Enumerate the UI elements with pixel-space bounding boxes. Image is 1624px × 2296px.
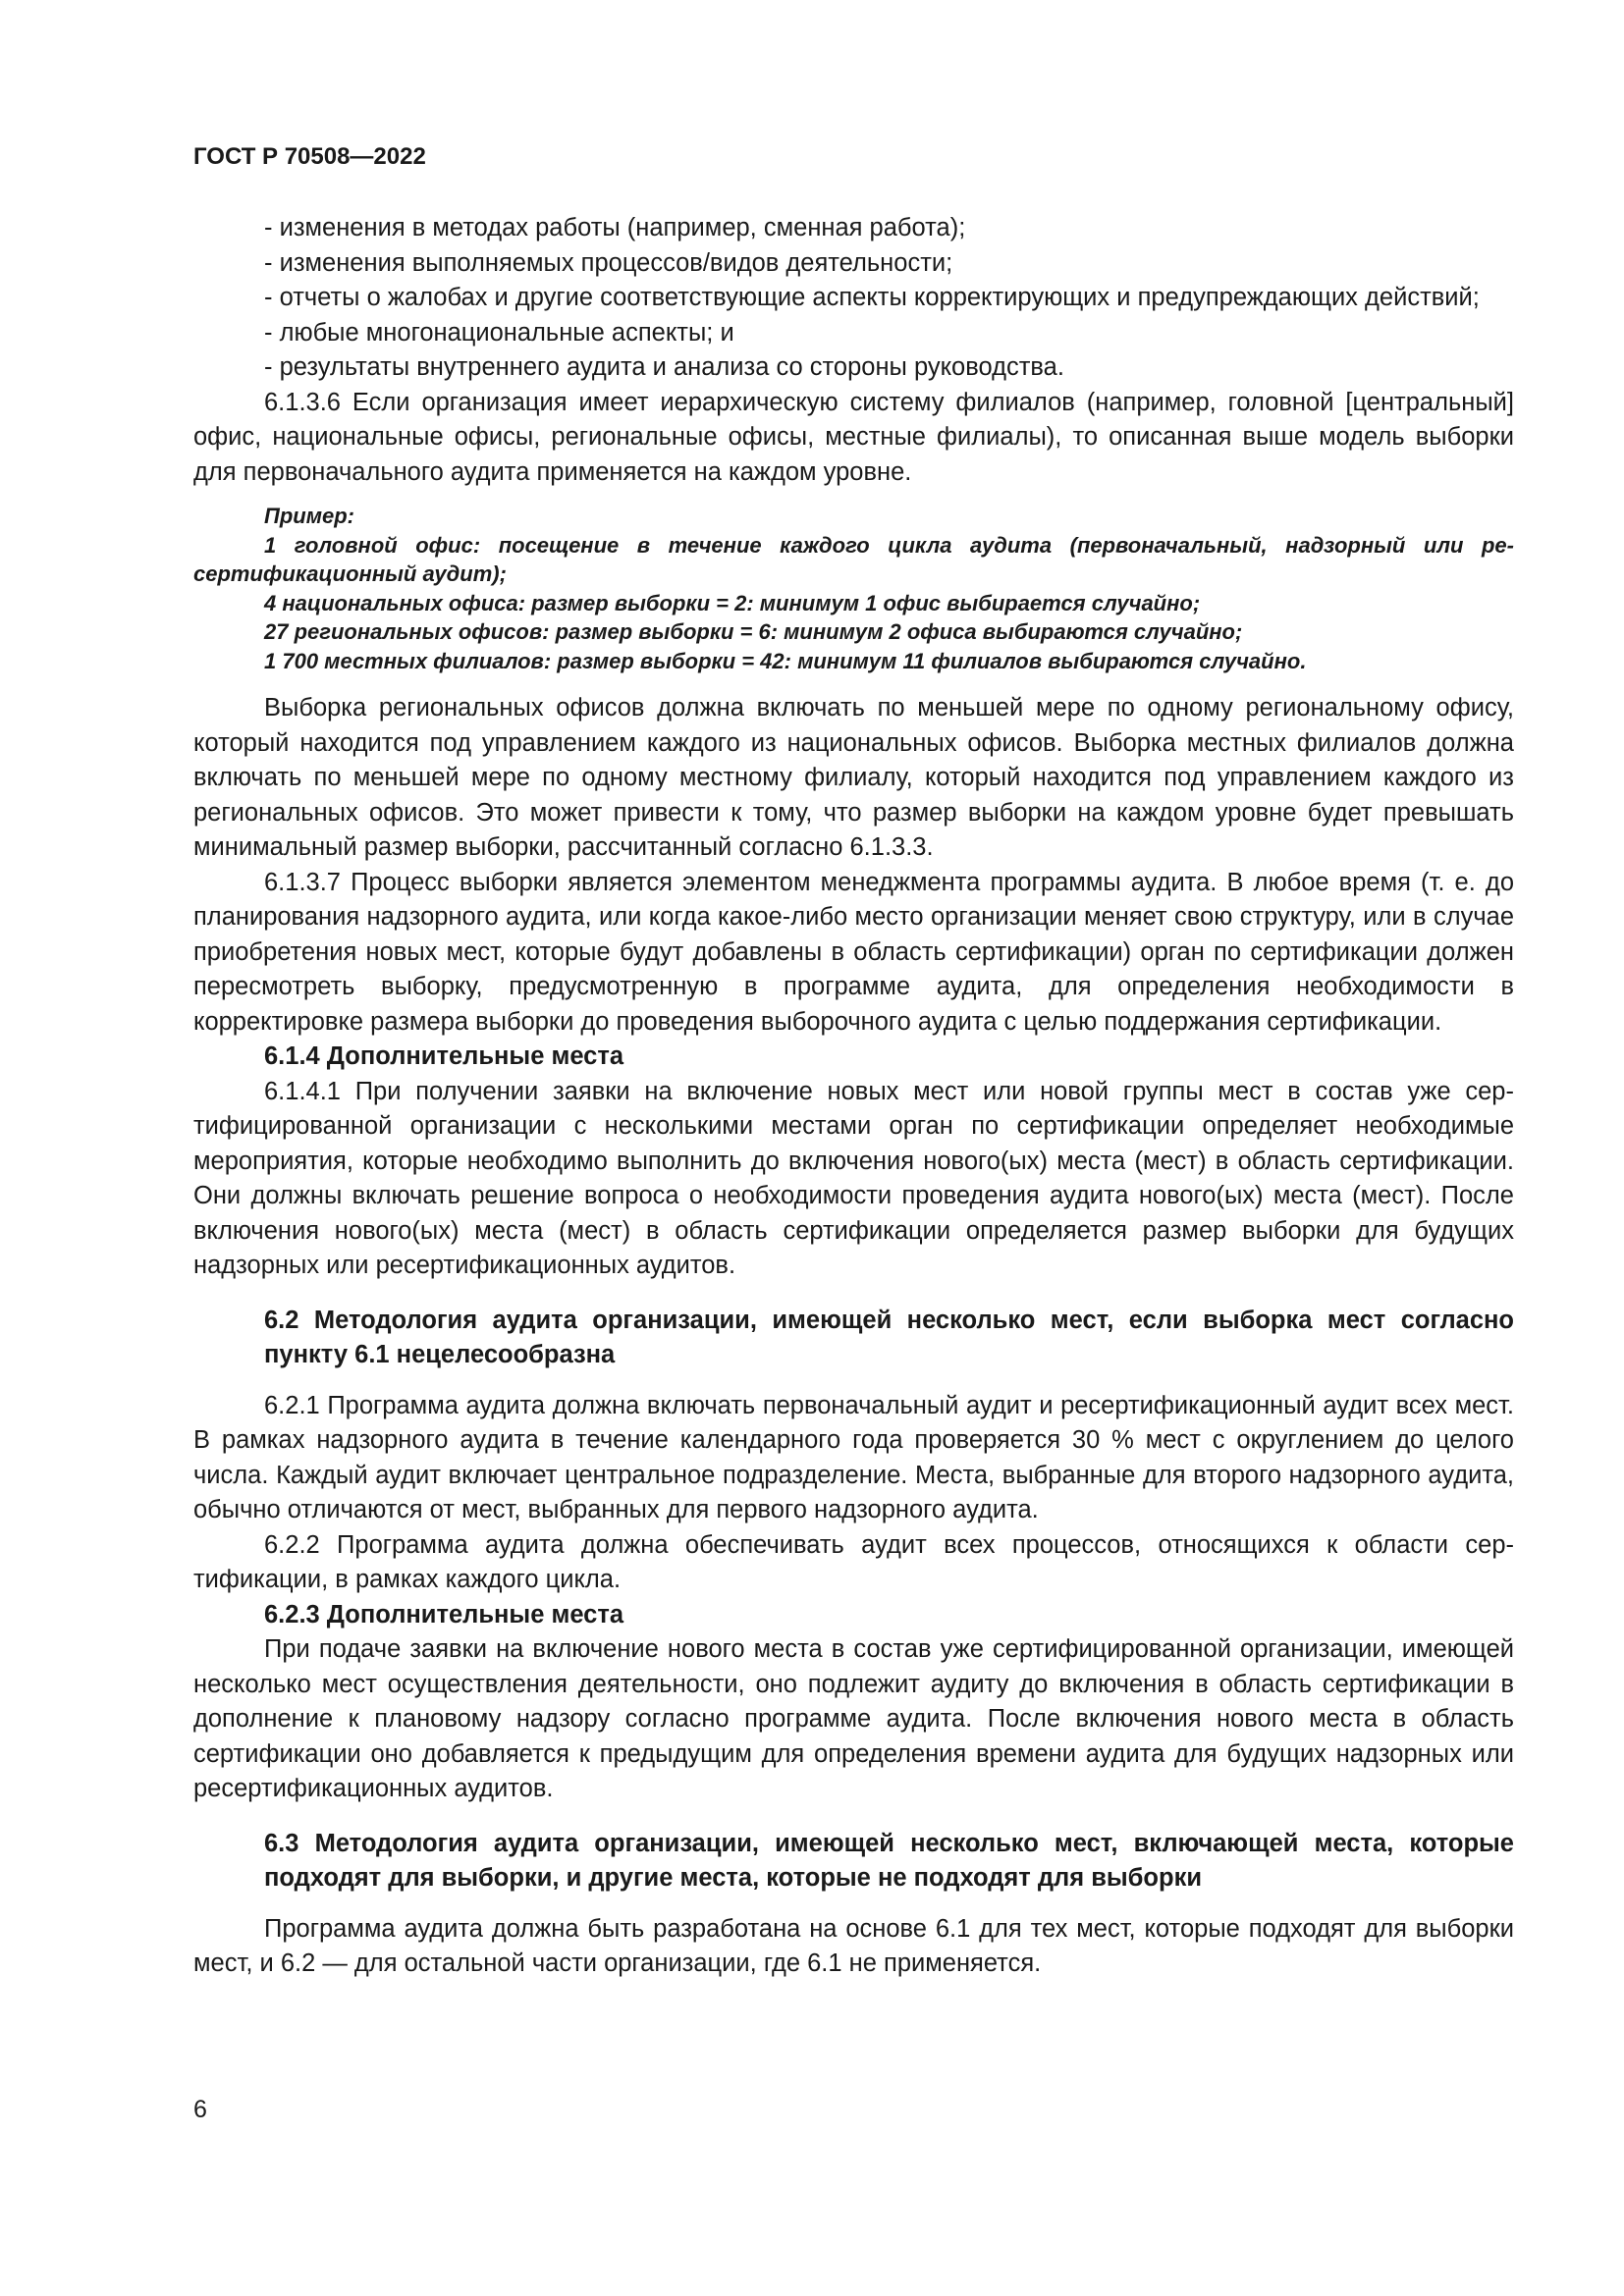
paragraph-6-3: Программа аудита должна быть разработана на основе 6.1 для тех мест, которые подходят для выборки мест, и 6.2 — для остальной части организации, где 6.1 не применяется.: [193, 1914, 1514, 1977]
heading-6-2-3: 6.2.3 Дополнительные места: [264, 1600, 624, 1629]
heading-6-3: 6.3 Методология аудита организации, имеющей несколько мест, включающей места, которые подходят для выборки, и другие места, которые не подходят для выборки: [264, 1829, 1514, 1892]
paragraph-6-2-2: 6.2.2 Программа аудита должна обеспечивать аудит всех процессов, относящихся к области сертификации, в рамках каждого цикла.: [193, 1530, 1514, 1593]
list-item: - любые многонациональные аспекты; и: [264, 318, 734, 347]
paragraph-6-2-1: 6.2.1 Программа аудита должна включать первоначальный аудит и ресертификационный аудит всех мест. В рамках надзорного аудита в течение календарного года проверяется 30 % мест с округлением до целого числа. Каждый аудит включает центральное подразделение. Места, выбранные для второго надзорного аудита, обычно отличаются от мест, выбранных для первого надзорного аудита.: [193, 1391, 1514, 1523]
example-title: Пример:: [264, 504, 354, 528]
heading-6-2: 6.2 Методология аудита организации, имеющей несколько мест, если выборка мест согласно пункту 6.1 нецелесообразна: [264, 1306, 1514, 1368]
example-line: 4 национальных офиса: размер выборки = 2: минимум 1 офис выбирается случайно;: [264, 590, 1201, 615]
page-number: 6: [193, 2096, 207, 2123]
heading-6-1-4: 6.1.4 Дополнительные места: [264, 1042, 624, 1070]
example-line: 1 головной офис: посещение в течение каждого цикла аудита (первоначальный, надзорный или ресертификационный аудит);: [193, 532, 1514, 586]
paragraph-6-1-4-1: 6.1.4.1 При получении заявки на включение новых мест или новой группы мест в состав уже сертифицированной организации с несколькими местами орган по сертификации определяет необходимые мероприятия, которые необходимо выполнить до включения нового(ых) места (мест) в область сертификации. Они должны включать решение вопроса о необходимости проведения аудита нового(ых) места (мест). После включения нового(ых) места (мест) в область сертификации определяется размер выборки для будущих надзорных или ресертификационных аудитов.: [193, 1077, 1514, 1279]
example-line: 27 региональных офисов: размер выборки = 6: минимум 2 офиса выбираются случайно;: [264, 619, 1243, 644]
list-item: - отчеты о жалобах и другие соответствующие аспекты корректирующих и предупреждающих действий;: [264, 284, 1480, 311]
example-block: [193, 502, 1514, 675]
paragraph-regional-offices: Выборка региональных офисов должна включать по меньшей мере по одному региональному офису, который находится под управлением каждого из национальных офисов. Выборка местных филиалов должна включать по меньшей мере по одному местному филиалу, который находится под управлением каждого из региональных офисов. Это может привести к тому, что размер выборки на каждом уровне будет превышать минимальный размер выборки, рассчитанный согласно 6.1.3.3.: [193, 694, 1514, 861]
document-page: [193, 142, 1514, 1982]
paragraph-6-1-3-6: 6.1.3.6 Если организация имеет иерархическую систему филиалов (например, головной [центральный] офис, национальные офисы, региональные офисы, местные филиалы), то описанная выше модель выборки для первоначального аудита применяется на каждом уровне.: [193, 388, 1514, 486]
list-item: - изменения в методах работы (например, сменная работа);: [264, 214, 966, 241]
example-line: 1 700 местных филиалов: размер выборки = 42: минимум 11 филиалов выбираются случайно.: [264, 648, 1307, 673]
list-item: - результаты внутреннего аудита и анализа со стороны руководства.: [264, 353, 1064, 381]
document-header: ГОСТ Р 70508—2022: [193, 143, 426, 170]
paragraph-6-1-3-7: 6.1.3.7 Процесс выборки является элементом менеджмента программы аудита. В любое время (т. е. до планирования надзорного аудита, или когда какое-либо место организации меняет свою структуру, или в случае приобретения новых мест, которые будут добавлены в область сертификации) орган по сертификации должен пересмотреть выборку, предусмотренную в программе аудита, для определения необходимости в корректировке размера выборки до проведения выборочного аудита с целью поддержания сертификации.: [193, 868, 1514, 1036]
list-item: - изменения выполняемых процессов/видов деятельности;: [264, 248, 953, 277]
paragraph-6-2-3: При подаче заявки на включение нового места в состав уже сертифицированной организации, имеющей несколько мест осуществления деятельности, оно подлежит аудиту до включения в область сертификации в дополнение к плановому надзору согласно программе аудита. После включения нового места в область сертификации оно добавляется к предыдущим для определения времени аудита для будущих надзорных или ресертификационных аудитов.: [193, 1635, 1514, 1802]
